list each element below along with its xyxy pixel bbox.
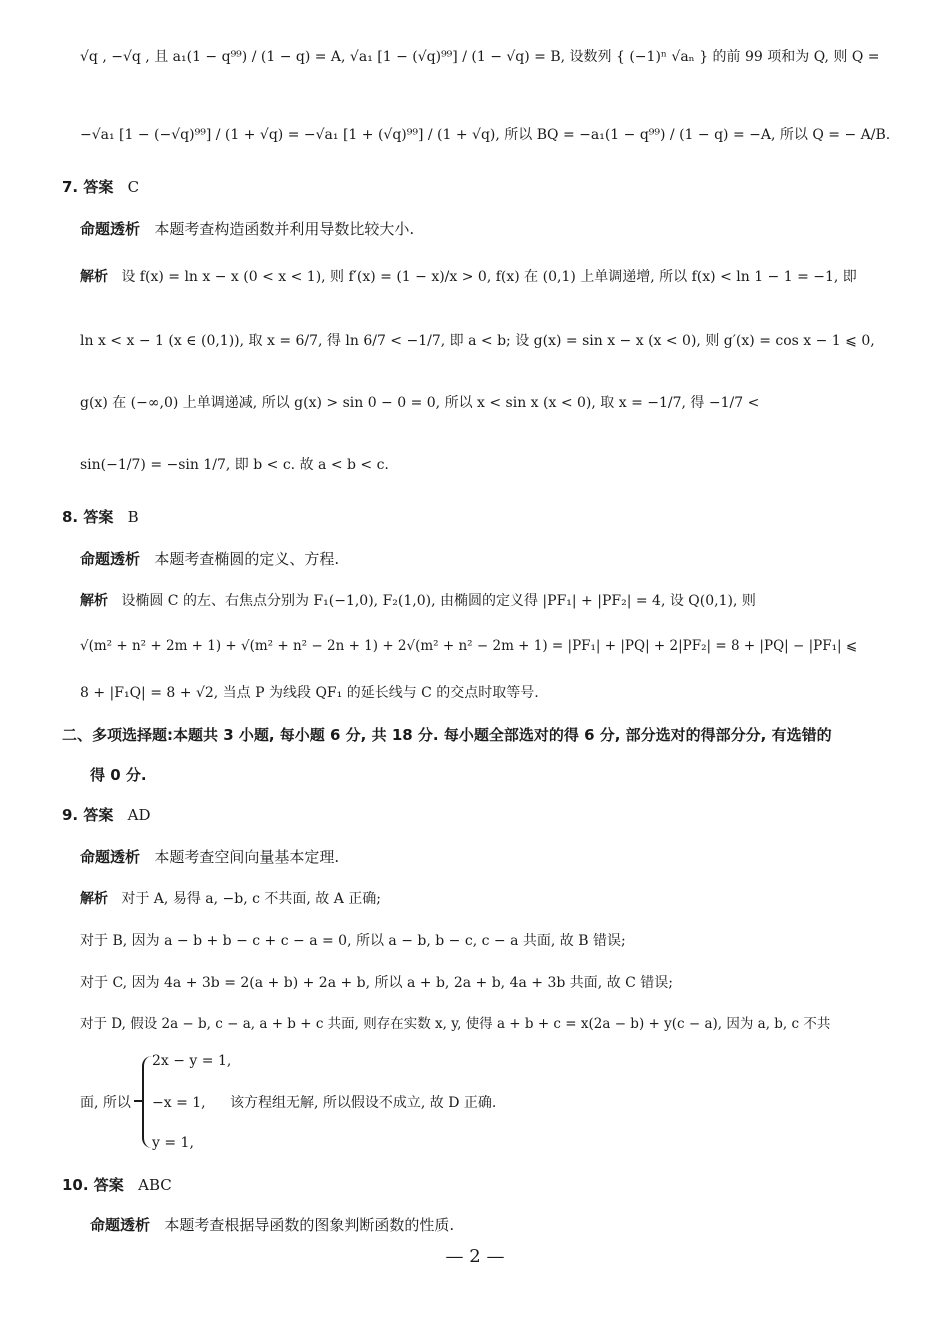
- text-line: 对于 D, 假设 2a − b, c − a, a + b + c 共面, 则存在实数 x, y, 使得 a + b + c = x(2a − b) + y(c − a), 因为 a, b, c 不共: [80, 1016, 831, 1032]
- intent-label: 命题透析: [80, 220, 141, 238]
- q8-intent: [80, 552, 339, 567]
- intent-text: 本题考查构造函数并利用导数比较大小.: [154, 220, 415, 238]
- q7-solution-line: [80, 270, 857, 284]
- text-line: 对于 C, 因为 4a + 3b = 2(a + b) + 2a + b, 所以 a + b, 2a + b, 4a + 3b 共面, 故 C 错误;: [80, 975, 674, 991]
- text-line: sin(−1/7) = −sin 1/7, 即 b < c. 故 a < b < c.: [80, 457, 389, 473]
- q8-solution-line: [80, 594, 756, 608]
- q7-answer: C: [127, 178, 140, 196]
- text-line: g(x) 在 (−∞,0) 上单调递减, 所以 g(x) > sin 0 − 0 = 0, 所以 x < sin x (x < 0), 取 x = −1/7, 得 −1/7 <: [80, 395, 760, 411]
- brace-tip: [134, 1100, 144, 1102]
- intent-label: 命题透析: [80, 848, 141, 866]
- q7-heading: [62, 180, 139, 195]
- solution-text: 对于 A, 易得 a, −b, c 不共面, 故 A 正确;: [121, 891, 382, 907]
- page-number: — 2 —: [445, 1246, 505, 1267]
- q9-heading: [62, 808, 151, 823]
- q9-answer: AD: [127, 806, 151, 824]
- intent-text: 本题考查椭圆的定义、方程.: [154, 550, 340, 568]
- equation-system: [80, 1050, 680, 1160]
- solution-label: 解析: [80, 269, 108, 285]
- section-heading-cont: 得 0 分.: [90, 766, 147, 784]
- q10-intent: [90, 1218, 454, 1233]
- intent-label: 命题透析: [80, 550, 141, 568]
- q9-head: 9. 答案: [62, 806, 114, 824]
- q9-intent: [80, 850, 339, 865]
- intent-label: 命题透析: [90, 1216, 151, 1234]
- text-line: 面, 所以: [80, 1095, 131, 1111]
- solution-text: 设 f(x) = ln x − x (0 < x < 1), 则 f′(x) = (1 − x)/x > 0, f(x) 在 (0,1) 上单调递增, 所以 f(x) < ln 1 − 1 = −1, 即: [121, 269, 857, 285]
- equation: 2x − y = 1,: [152, 1053, 232, 1069]
- text-line: √(m² + n² + 2m + 1) + √(m² + n² − 2n + 1) + 2√(m² + n² − 2m + 1) = |PF₁| + |PQ| + 2|PF₂| = 8 + |PQ| − |PF₁| ⩽: [80, 638, 858, 654]
- q8-answer: B: [127, 508, 139, 526]
- intent-text: 本题考查根据导函数的图象判断函数的性质.: [164, 1216, 455, 1234]
- text-line: −√a₁ [1 − (−√q)⁹⁹] / (1 + √q) = −√a₁ [1 + (√q)⁹⁹] / (1 + √q), 所以 BQ = −a₁(1 − q⁹⁹) / (1 − q) = −A, 所以 Q = − A/B.: [80, 127, 891, 143]
- q8-heading: [62, 510, 139, 525]
- equation: y = 1,: [152, 1135, 194, 1151]
- q10-answer: ABC: [138, 1176, 172, 1194]
- solution-text: 设椭圆 C 的左、右焦点分别为 F₁(−1,0), F₂(1,0), 由椭圆的定义得 |PF₁| + |PF₂| = 4, 设 Q(0,1), 则: [121, 593, 756, 609]
- q7-intent: [80, 222, 414, 237]
- equation: −x = 1,: [152, 1095, 206, 1111]
- solution-label: 解析: [80, 891, 108, 907]
- q9-solution-line: [80, 892, 381, 906]
- q7-head: 7. 答案: [62, 178, 114, 196]
- text-line: 8 + |F₁Q| = 8 + √2, 当点 P 为线段 QF₁ 的延长线与 C 的交点时取等号.: [80, 685, 539, 701]
- text-line: ln x < x − 1 (x ∈ (0,1)), 取 x = 6/7, 得 ln 6/7 < −1/7, 即 a < b; 设 g(x) = sin x − x (x < 0), 则 g′(x) = cos x − 1 ⩽ 0,: [80, 333, 875, 349]
- q10-heading: [62, 1178, 172, 1193]
- q10-head: 10. 答案: [62, 1176, 124, 1194]
- text-line: 该方程组无解, 所以假设不成立, 故 D 正确.: [230, 1095, 497, 1111]
- text-line: 对于 B, 因为 a − b + b − c + c − a = 0, 所以 a − b, b − c, c − a 共面, 故 B 错误;: [80, 933, 626, 949]
- section-heading: 二、多项选择题:本题共 3 小题, 每小题 6 分, 共 18 分. 每小题全部选对的得 6 分, 部分选对的得部分分, 有选错的: [62, 726, 832, 744]
- q8-head: 8. 答案: [62, 508, 114, 526]
- intent-text: 本题考查空间向量基本定理.: [154, 848, 340, 866]
- solution-label: 解析: [80, 593, 108, 609]
- text-line: √q , −√q , 且 a₁(1 − q⁹⁹) / (1 − q) = A, √a₁ [1 − (√q)⁹⁹] / (1 − √q) = B, 设数列 { (−1)ⁿ √aₙ } 的前 99 项和为 Q, 则 Q =: [80, 49, 880, 65]
